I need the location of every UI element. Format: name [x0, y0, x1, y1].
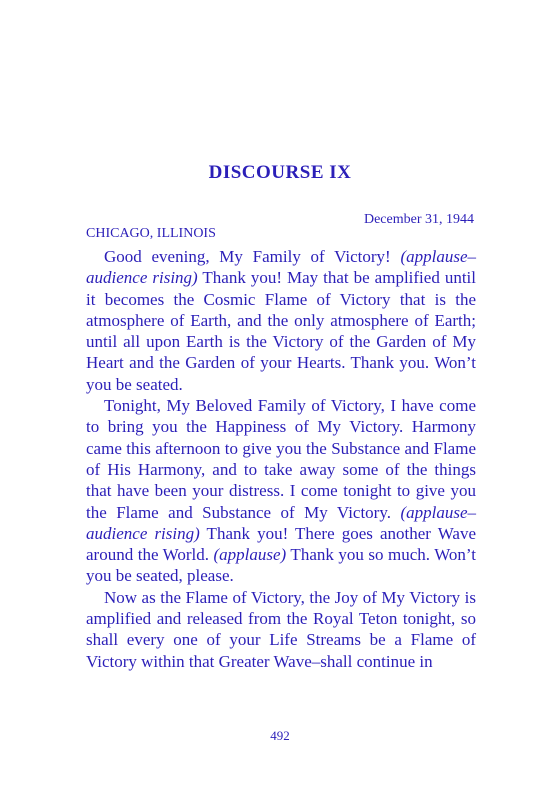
- paragraph-text: Good evening, My Family of Victory!: [104, 247, 401, 266]
- page-number: 492: [270, 728, 290, 743]
- body-paragraph: [86, 587, 476, 672]
- body-paragraph: [86, 246, 476, 395]
- paragraph-text: Now as the Flame of Victory, the Joy of My Victory is amplified and released from the Royal Teton tonight, so shall every one of your Life Streams be a Flame of Victory within that Greater Wave–shall continue in: [86, 587, 476, 671]
- paragraph-text: Thank you! May that be amplified until it becomes the Cosmic Flame of Victory that is the atmosphere of Earth, and the only atmosphere of Earth; until all upon Earth is the Victory of the Garden of My Heart and the Garden of your Hearts. Thank you. Won’t you be seated.: [86, 268, 476, 394]
- paragraph-text: Tonight, My Beloved Family of Victory, I have come to bring you the Happiness of My Victory. Harmony came this afternoon to give you the Substance and Flame of His Harmony, and to take away some of the things that have been your distress. I come tonight to give you the Flame and Substance of My Victory.: [86, 396, 476, 522]
- paragraph-text: Thank you! There goes another Wave around the World.: [86, 523, 476, 565]
- body-paragraph: [86, 395, 476, 587]
- discourse-body: [86, 246, 476, 672]
- discourse-heading: DISCOURSE IX: [208, 162, 352, 183]
- stage-direction: (applause–audience rising): [86, 502, 476, 543]
- paragraph-text: Thank you so much. Won’t you be seated, please.: [86, 545, 476, 586]
- discourse-date: December 31, 1944: [363, 212, 474, 227]
- stage-direction: (applause–audience rising): [86, 247, 476, 288]
- stage-direction: (applause): [213, 545, 287, 565]
- discourse-location: CHICAGO, ILLINOIS: [86, 226, 216, 241]
